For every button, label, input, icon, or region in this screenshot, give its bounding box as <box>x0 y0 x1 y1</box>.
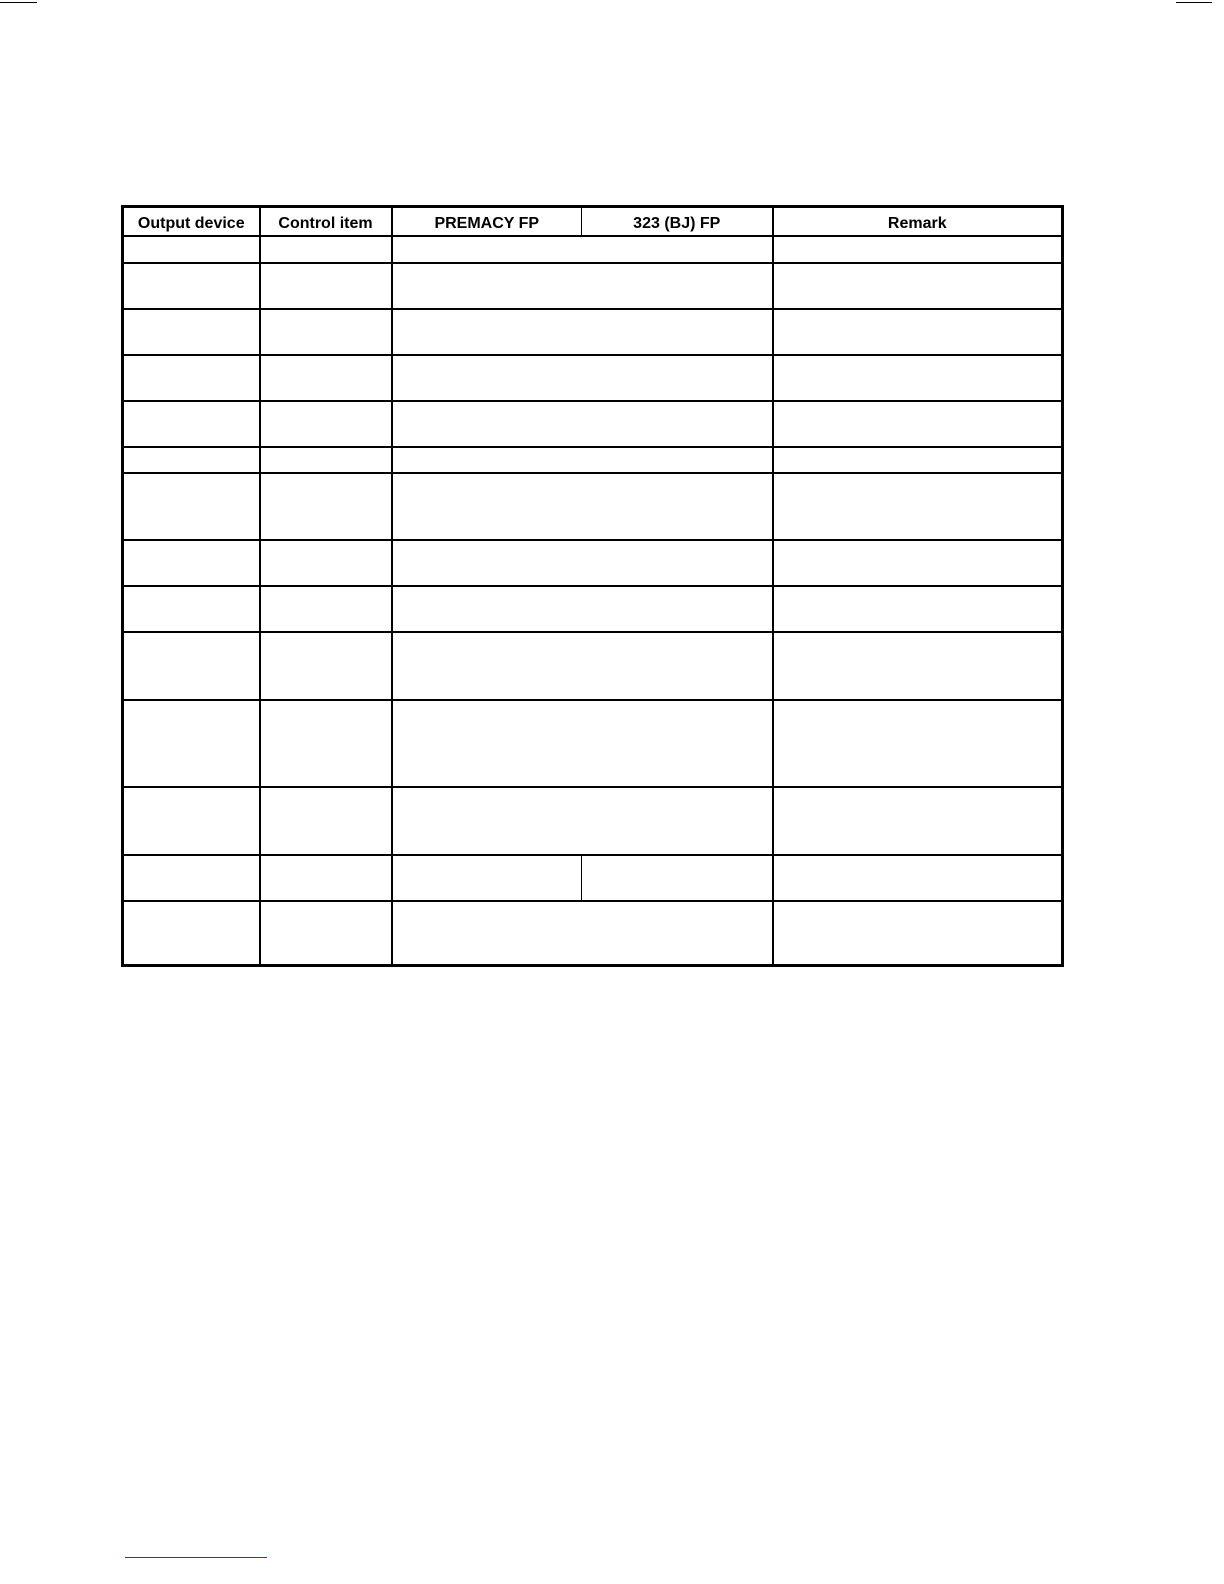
cell-control-item <box>260 236 392 263</box>
cell-output-device <box>123 901 260 965</box>
cell-specification <box>392 401 773 447</box>
table-row <box>123 309 1063 355</box>
table-row <box>123 540 1063 586</box>
cell-remark <box>773 309 1063 355</box>
table-row <box>123 787 1063 855</box>
cell-control-item <box>260 540 392 586</box>
cell-control-item <box>260 855 392 901</box>
cell-output-device <box>123 355 260 401</box>
cell-specification <box>392 586 773 632</box>
header-remark: Remark <box>773 207 1063 237</box>
cell-control-item <box>260 309 392 355</box>
cell-output-device <box>123 447 260 473</box>
cell-remark <box>773 700 1063 787</box>
cell-output-device <box>123 473 260 540</box>
cell-specification <box>392 901 773 965</box>
cell-output-device <box>123 263 260 309</box>
cell-remark <box>773 236 1063 263</box>
table-row <box>123 236 1063 263</box>
header-output-device: Output device <box>123 207 260 237</box>
cell-remark <box>773 401 1063 447</box>
cell-control-item <box>260 473 392 540</box>
cell-control-item <box>260 447 392 473</box>
table-row <box>123 586 1063 632</box>
cell-remark <box>773 263 1063 309</box>
cell-output-device <box>123 700 260 787</box>
crop-mark-right <box>1176 2 1212 3</box>
table-header-row <box>123 207 1063 237</box>
cell-specification <box>392 540 773 586</box>
cell-premacy-fp <box>392 855 582 901</box>
cell-remark <box>773 586 1063 632</box>
cell-remark <box>773 447 1063 473</box>
cell-specification <box>392 787 773 855</box>
cell-output-device <box>123 632 260 700</box>
cell-remark <box>773 855 1063 901</box>
table-row <box>123 855 1063 901</box>
cell-control-item <box>260 787 392 855</box>
cell-remark <box>773 355 1063 401</box>
cell-control-item <box>260 401 392 447</box>
cell-specification <box>392 309 773 355</box>
cell-remark <box>773 632 1063 700</box>
cell-output-device <box>123 401 260 447</box>
cell-output-device <box>123 855 260 901</box>
cell-control-item <box>260 586 392 632</box>
footer-link-underline <box>125 1557 267 1558</box>
cell-control-item <box>260 355 392 401</box>
cell-remark <box>773 787 1063 855</box>
output-device-control-table <box>121 205 1064 967</box>
cell-remark <box>773 540 1063 586</box>
cell-output-device <box>123 540 260 586</box>
cell-specification <box>392 632 773 700</box>
cell-output-device <box>123 787 260 855</box>
table-row <box>123 401 1063 447</box>
crop-mark-left <box>0 2 37 3</box>
table-row <box>123 355 1063 401</box>
table-row <box>123 901 1063 965</box>
cell-control-item <box>260 901 392 965</box>
cell-output-device <box>123 236 260 263</box>
cell-specification <box>392 263 773 309</box>
cell-specification <box>392 473 773 540</box>
table-row <box>123 700 1063 787</box>
table-row <box>123 263 1063 309</box>
cell-control-item <box>260 700 392 787</box>
cell-specification <box>392 236 773 263</box>
table-row <box>123 473 1063 540</box>
header-323-bj-fp: 323 (BJ) FP <box>582 207 773 237</box>
cell-specification <box>392 700 773 787</box>
cell-remark <box>773 901 1063 965</box>
cell-specification <box>392 447 773 473</box>
table-row <box>123 632 1063 700</box>
table-row <box>123 447 1063 473</box>
header-premacy-fp: PREMACY FP <box>392 207 582 237</box>
cell-specification <box>392 355 773 401</box>
cell-control-item <box>260 632 392 700</box>
cell-remark <box>773 473 1063 540</box>
cell-323-bj-fp <box>582 855 773 901</box>
cell-output-device <box>123 586 260 632</box>
cell-control-item <box>260 263 392 309</box>
cell-output-device <box>123 309 260 355</box>
header-control-item: Control item <box>260 207 392 237</box>
